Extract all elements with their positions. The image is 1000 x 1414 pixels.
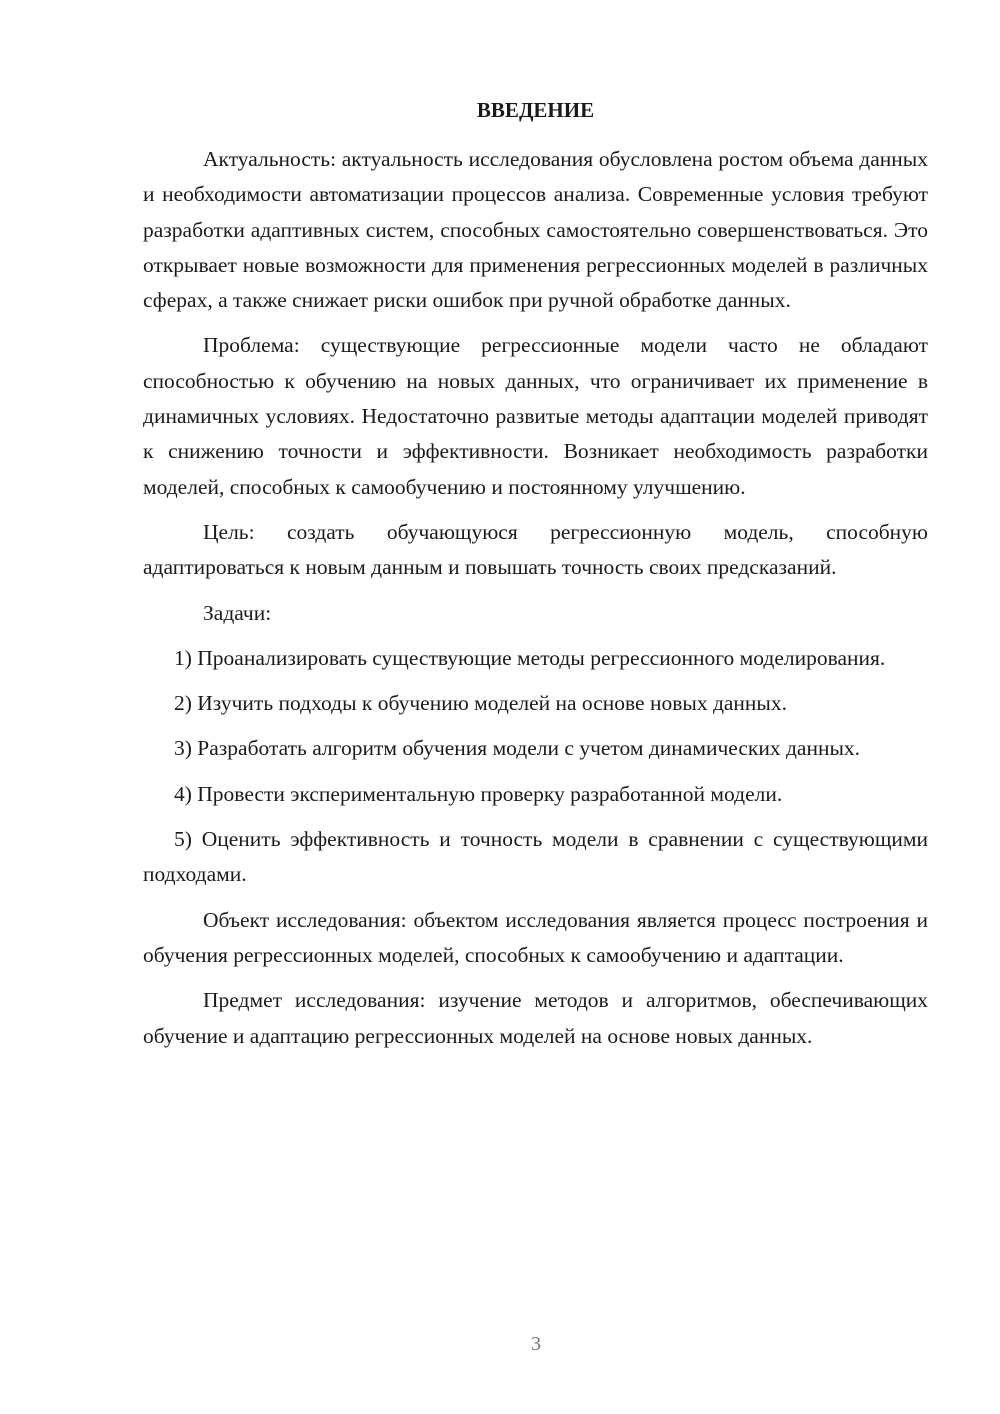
goal-paragraph: Цель: создать обучающуюся регрессионную модель, способную адаптироваться к новым данным и повышать точность своих предсказаний.	[143, 519, 928, 580]
task-item-5: 5) Оценить эффективность и точность модели в сравнении с существующими подходами.	[143, 827, 928, 887]
task-item-1: 1) Проанализировать существующие методы регрессионного моделирования.	[174, 645, 886, 670]
document-page	[143, 92, 928, 1064]
object-paragraph: Объект исследования: объектом исследования является процесс построения и обучения регрессионных моделей, способных к самообучению и адаптации.	[143, 907, 928, 967]
problem-paragraph: Проблема: существующие регрессионные модели часто не обладают способностью к обучению на новых данных, что ограничивает их применение в динамичных условиях. Недостаточно развитые методы адаптации моделей приводят к снижению точности и эффективности. Возникает необходимость разработки моделей, способных к самообучению и постоянному улучшению.	[143, 333, 928, 499]
section-title: ВВЕДЕНИЕ	[476, 98, 595, 122]
tasks-heading: Задачи:	[203, 600, 272, 625]
page-number: 3	[531, 1333, 541, 1355]
task-item-3: 3) Разработать алгоритм обучения модели с учетом динамических данных.	[174, 736, 861, 761]
relevance-paragraph: Актуальность: актуальность исследования обусловлена ростом объема данных и необходимости автоматизации процессов анализа. Современные условия требуют разработки адаптивных систем, способных самостоятельно совершенствоваться. Это открывает новые возможности для применения регрессионных моделей в различных сферах, а также снижает риски ошибок при ручной обработке данных.	[143, 147, 928, 313]
task-item-2: 2) Изучить подходы к обучению моделей на основе новых данных.	[174, 691, 788, 716]
subject-paragraph: Предмет исследования: изучение методов и алгоритмов, обеспечивающих обучение и адаптацию регрессионных моделей на основе новых данных.	[143, 988, 928, 1048]
task-item-4: 4) Провести экспериментальную проверку разработанной модели.	[174, 781, 783, 806]
